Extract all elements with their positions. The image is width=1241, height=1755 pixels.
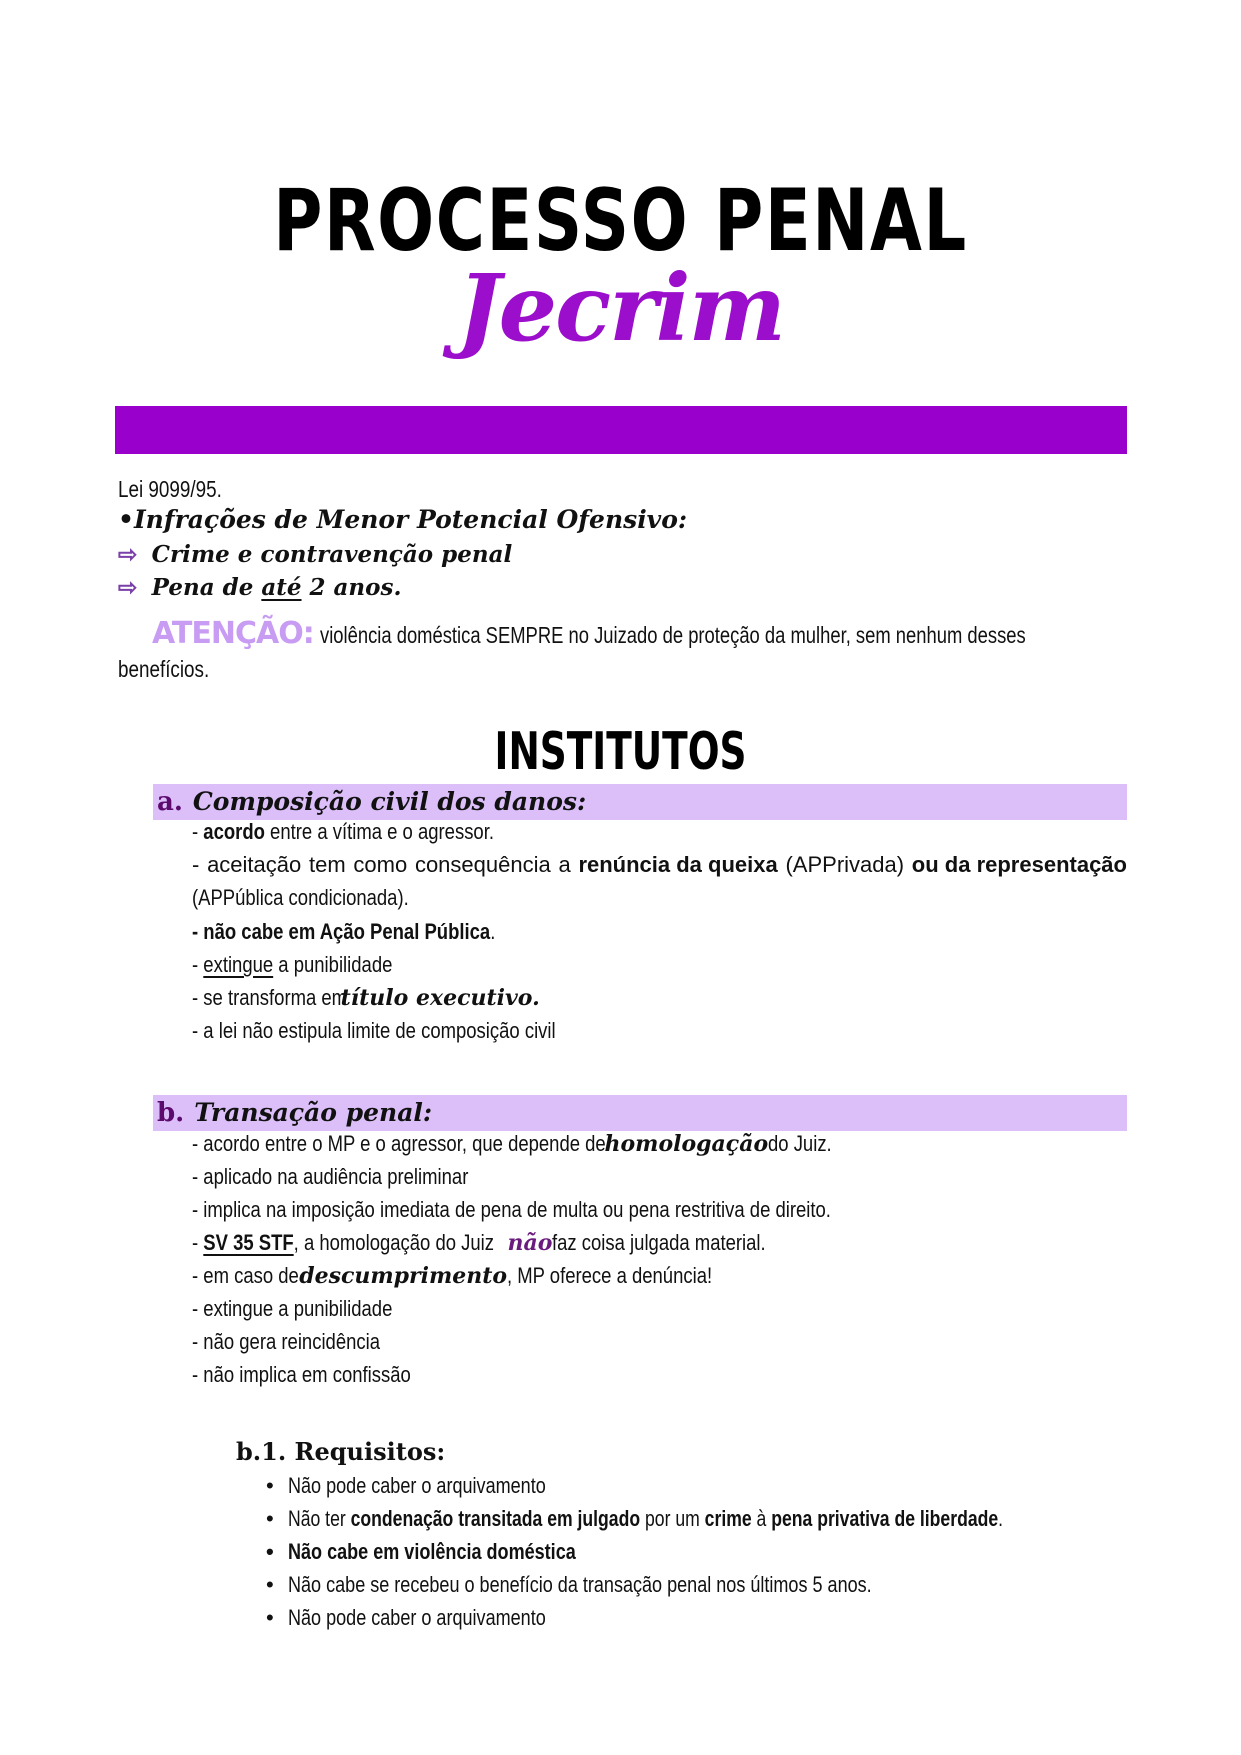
section-title: Composição civil dos danos: (192, 787, 587, 816)
section-heading-institutos: INSTITUTOS (494, 722, 747, 782)
accent-divider-bar (115, 406, 1127, 454)
subsection-title: b.1. Requisitos: (236, 1437, 446, 1466)
intro-point-pena: ⇨ Pena de até 2 anos. (118, 574, 402, 601)
atencao-note: ATENÇÃO: violência doméstica SEMPRE no Juizado de proteção da mulher, sem nenhum desses (152, 616, 1026, 651)
intro-heading: •Infrações de Menor Potencial Ofensivo: (118, 505, 688, 534)
list-item: - se transforma emtítulo executivo. (192, 985, 540, 1011)
list-item: - extingue a punibilidade (192, 952, 393, 977)
list-item: - acordo entre o MP e o agressor, que depende dehomologaçãodo Juiz. (192, 1131, 832, 1157)
section-b-header (153, 1095, 1127, 1131)
bullet-item: • Não pode caber o arquivamento (266, 1470, 602, 1502)
section-letter: b. (157, 1098, 185, 1128)
bullet-item: • Não ter condenação transitada em julgado por um crime à pena privativa de liberdade. (266, 1503, 1182, 1535)
section-title: Transação penal: (194, 1098, 433, 1127)
list-item: - extingue a punibilidade (192, 1296, 393, 1321)
intro-point-crime: ⇨ Crime e contravenção penal (118, 541, 513, 568)
law-reference: Lei 9099/95. (118, 476, 222, 502)
page-subtitle: Jecrim (457, 254, 784, 362)
list-item-continuation: (APPública condicionada). (192, 885, 409, 910)
list-item: - aplicado na audiência preliminar (192, 1164, 469, 1189)
section-letter: a. (157, 787, 183, 817)
list-item: - SV 35 STF, a homologação do Juiznãofaz coisa julgada material. (192, 1230, 767, 1256)
list-item: - não gera reincidência (192, 1329, 381, 1354)
list-item: - não cabe em Ação Penal Pública. (192, 919, 496, 944)
list-item: - implica na imposição imediata de pena de multa ou pena restritiva de direito. (192, 1197, 831, 1222)
list-item: - a lei não estipula limite de composição civil (192, 1018, 556, 1043)
section-a-header (153, 784, 1127, 820)
atencao-label: ATENÇÃO: (152, 616, 314, 651)
list-item: - não implica em confissão (192, 1362, 411, 1387)
bullet-item: • Não cabe em violência doméstica (266, 1536, 639, 1568)
list-item: - aceitação tem como consequência a renúncia da queixa (APPrivada) ou da representação (192, 852, 1127, 877)
bullet-item: • Não cabe se recebeu o benefício da transação penal nos últimos 5 anos. (266, 1569, 1000, 1601)
list-item: - acordo entre a vítima e o agressor. (192, 819, 494, 844)
list-item: - em caso dedescumprimento, MP oferece a denúncia! (192, 1263, 713, 1289)
page-title: PROCESSO PENAL (273, 171, 968, 271)
arrow-right-icon: ⇨ (118, 574, 138, 600)
arrow-right-icon: ⇨ (118, 541, 138, 567)
bullet-item: • Não pode caber o arquivamento (266, 1602, 602, 1634)
atencao-continuation: benefícios. (118, 656, 210, 682)
